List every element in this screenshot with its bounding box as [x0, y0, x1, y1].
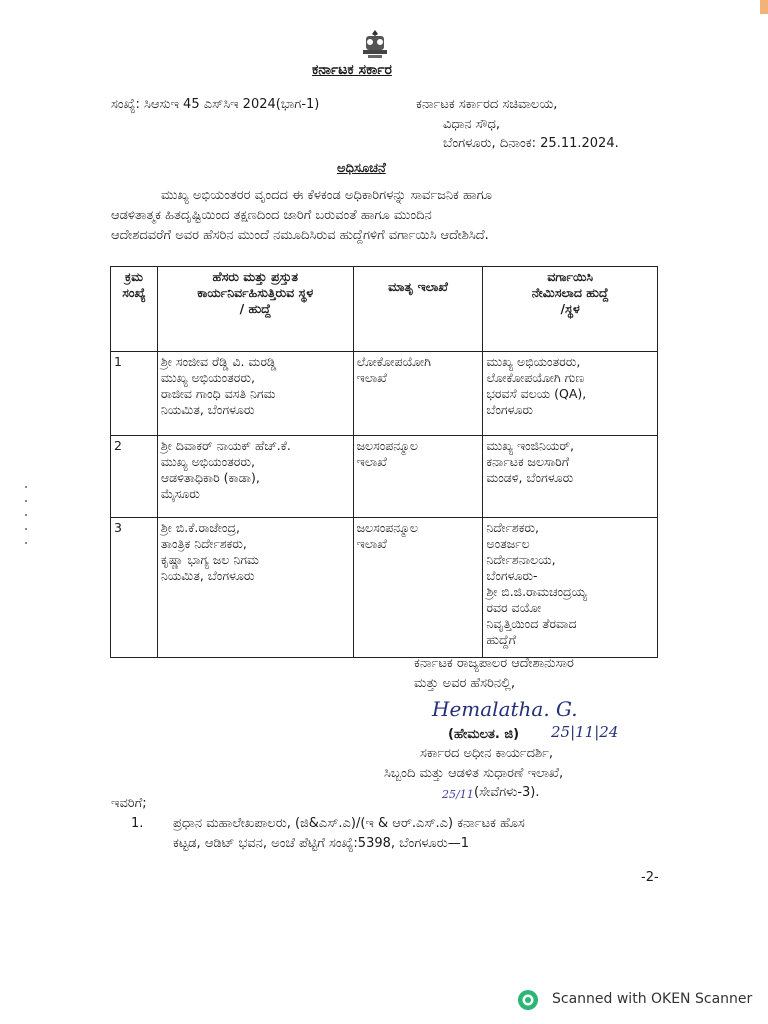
header-parent-department: ಮಾತೃ ಇಲಾಖೆ	[353, 267, 483, 352]
scan-edge-mark	[760, 0, 768, 14]
designation-line-2: ಸಿಬ್ಬಂದಿ ಮತ್ತು ಆಡಳಿತ ಸುಧಾರಣೆ ಇಲಾಖೆ,	[384, 766, 564, 781]
signatory-name: (ಹೇಮಲತ. ಜಿ)	[448, 727, 520, 742]
row-posting: ನಿರ್ದೇಶಕರು, ಅಂತರ್ಜಲ ನಿರ್ದೇಶನಾಲಯ, ಬೆಂಗಳೂರು- ಶ್ರೀ ಬಿ.ಜಿ.ರಾಮಚಂದ್ರಯ್ಯ ರವರ ವಯೋ ನಿವೃತ್ತಿಯಿಂದ ತೆರವಾದ ಹುದ್ದೆಗೆ	[483, 518, 658, 658]
row-department: ಜಲಸಂಪನ್ಮೂಲ ಇಲಾಖೆ	[353, 518, 483, 658]
designation-line-3: (ಸೇವೆಗಳು-3).	[474, 785, 540, 800]
row-name: ಶ್ರೀ ಸಂಜೀವ ರೆಡ್ಡಿ ವಿ. ಮರಡ್ಡಿ ಮುಖ್ಯ ಅಭಿಯಂತರರು, ರಾಜೀವ ಗಾಂಧಿ ವಸತಿ ನಿಗಮ ನಿಯಮಿತ, ಬೆಂಗಳೂರು	[157, 352, 353, 436]
row-name: ಶ್ರೀ ಬಿ.ಕೆ.ರಾಜೇಂದ್ರ, ತಾಂತ್ರಿಕ ನಿರ್ದೇಶಕರು, ಕೃಷ್ಣಾ ಭಾಗ್ಯ ಜಲ ನಿಗಮ ನಿಯಮಿತ, ಬೆಂಗಳೂರು	[157, 518, 353, 658]
signature-date: 25|11|24	[551, 723, 619, 741]
state-emblem-icon	[360, 28, 390, 60]
row-department: ಲೋಕೋಪಯೋಗಿ ಇಲಾಖೆ	[353, 352, 483, 436]
row-serial: 3	[111, 518, 158, 658]
recipient-1-number: 1.	[131, 816, 144, 831]
recipient-1-line-1: ಪ್ರಧಾನ ಮಹಾಲೇಖಪಾಲರು, (ಜಿ&ಎಸ್.ಎ)/(ಇ & ಆರ್.ಎಸ್.ಎ) ಕರ್ನಾಟಕ ಹೊಸ	[173, 816, 525, 831]
scanner-watermark-text: Scanned with OKEN Scanner	[552, 991, 753, 1007]
notification-line-3: ಆದೇಶದವರೆಗೆ ಅವರ ಹೆಸರಿನ ಮುಂದೆ ನಮೂದಿಸಿರುವ ಹುದ್ದೆಗಳಿಗೆ ವರ್ಗಾಯಿಸಿ ಆದೇಶಿಸಿದೆ.	[111, 228, 489, 243]
notification-heading: ಅಧಿಸೂಚನೆ	[337, 161, 386, 176]
table-row	[111, 436, 658, 518]
office-date: ಬೆಂಗಳೂರು, ದಿನಾಂಕ: 25.11.2024.	[443, 136, 619, 151]
row-department: ಜಲಸಂಪನ್ಮೂಲ ಇಲಾಖೆ	[353, 436, 483, 518]
office-line-1: ಕರ್ನಾಟಕ ಸರ್ಕಾರದ ಸಚಿವಾಲಯ,	[416, 97, 558, 112]
handwritten-signature: Hemalatha. G.	[432, 697, 578, 721]
office-line-2: ವಿಧಾನ ಸೌಧ,	[443, 117, 501, 132]
transfer-table	[110, 266, 658, 658]
recipient-1-line-2: ಕಟ್ಟಡ, ಆಡಿಟ್ ಭವನ, ಅಂಚೆ ಪೆಟ್ಟಿಗೆ ಸಂಖ್ಯೆ:5398, ಬೆಂಗಳೂರು—1	[173, 836, 469, 851]
notification-line-1: ಮುಖ್ಯ ಅಭಿಯಂತರರ ವೃಂದದ ಈ ಕೆಳಕಂಡ ಅಧಿಕಾರಿಗಳನ್ನು ಸಾರ್ವಜನಿಕ ಹಾಗೂ	[161, 188, 492, 203]
row-posting: ಮುಖ್ಯ ಅಭಿಯಂತರರು, ಲೋಕೋಪಯೋಗಿ ಗುಣ ಭರವಸೆ ವಲಯ (QA), ಬೆಂಗಳೂರು	[483, 352, 658, 436]
table-row	[111, 352, 658, 436]
recipients-label: ಇವರಿಗೆ;	[111, 796, 147, 811]
notification-body	[111, 186, 653, 246]
scan-margin-dots	[25, 486, 31, 546]
table-header-row	[111, 267, 658, 352]
row-serial: 2	[111, 436, 158, 518]
designation-line-1: ಸರ್ಕಾರದ ಅಧೀನ ಕಾರ್ಯದರ್ಶಿ,	[420, 746, 554, 761]
government-title: ಕರ್ನಾಟಕ ಸರ್ಕಾರ	[312, 62, 392, 78]
page-marker: -2-	[641, 870, 659, 885]
closing-line-2: ಮತ್ತು ಅವರ ಹೆಸರಿನಲ್ಲಿ,	[414, 676, 516, 691]
row-posting: ಮುಖ್ಯ ಇಂಜಿನಿಯರ್, ಕರ್ನಾಟಕ ಜಲಸಾರಿಗೆ ಮಂಡಳಿ, ಬೆಂಗಳೂರು	[483, 436, 658, 518]
row-serial: 1	[111, 352, 158, 436]
header-serial: ಕ್ರಮ ಸಂಖ್ಯೆ	[111, 267, 158, 352]
oken-scanner-logo-icon	[517, 989, 539, 1011]
reference-number: ಸಂಖ್ಯೆ: ಸಿಆಸುಇ 45 ಎಸ್‌ಸಿಇ 2024(ಭಾಗ-1)	[111, 97, 320, 112]
notification-line-2: ಆಡಳಿತಾತ್ಮಕ ಹಿತದೃಷ್ಟಿಯಿಂದ ತಕ್ಷಣದಿಂದ ಜಾರಿಗೆ ಬರುವಂತೆ ಹಾಗೂ ಮುಂದಿನ	[111, 208, 432, 223]
row-name: ಶ್ರೀ ದಿವಾಕರ್ ನಾಯಕ್ ಹೆಚ್.ಕೆ. ಮುಖ್ಯ ಅಭಿಯಂತರರು, ಆಡಳಿತಾಧಿಕಾರಿ (ಕಾಡಾ), ಮೈಸೂರು	[157, 436, 353, 518]
header-name-current-post: ಹೆಸರು ಮತ್ತು ಪ್ರಸ್ತುತ ಕಾರ್ಯನಿರ್ವಹಿಸುತ್ತಿರುವ ಸ್ಥಳ / ಹುದ್ದೆ	[157, 267, 353, 352]
closing-line-1: ಕರ್ನಾಟಕ ರಾಜ್ಯಪಾಲರ ಆದೇಶಾನುಸಾರ	[414, 656, 574, 671]
table-row	[111, 518, 658, 658]
receipt-stamp: 25/11	[442, 788, 474, 801]
header-new-posting: ವರ್ಗಾಯಿಸಿ ನೇಮಿಸಲಾದ ಹುದ್ದೆ /ಸ್ಥಳ	[483, 267, 658, 352]
